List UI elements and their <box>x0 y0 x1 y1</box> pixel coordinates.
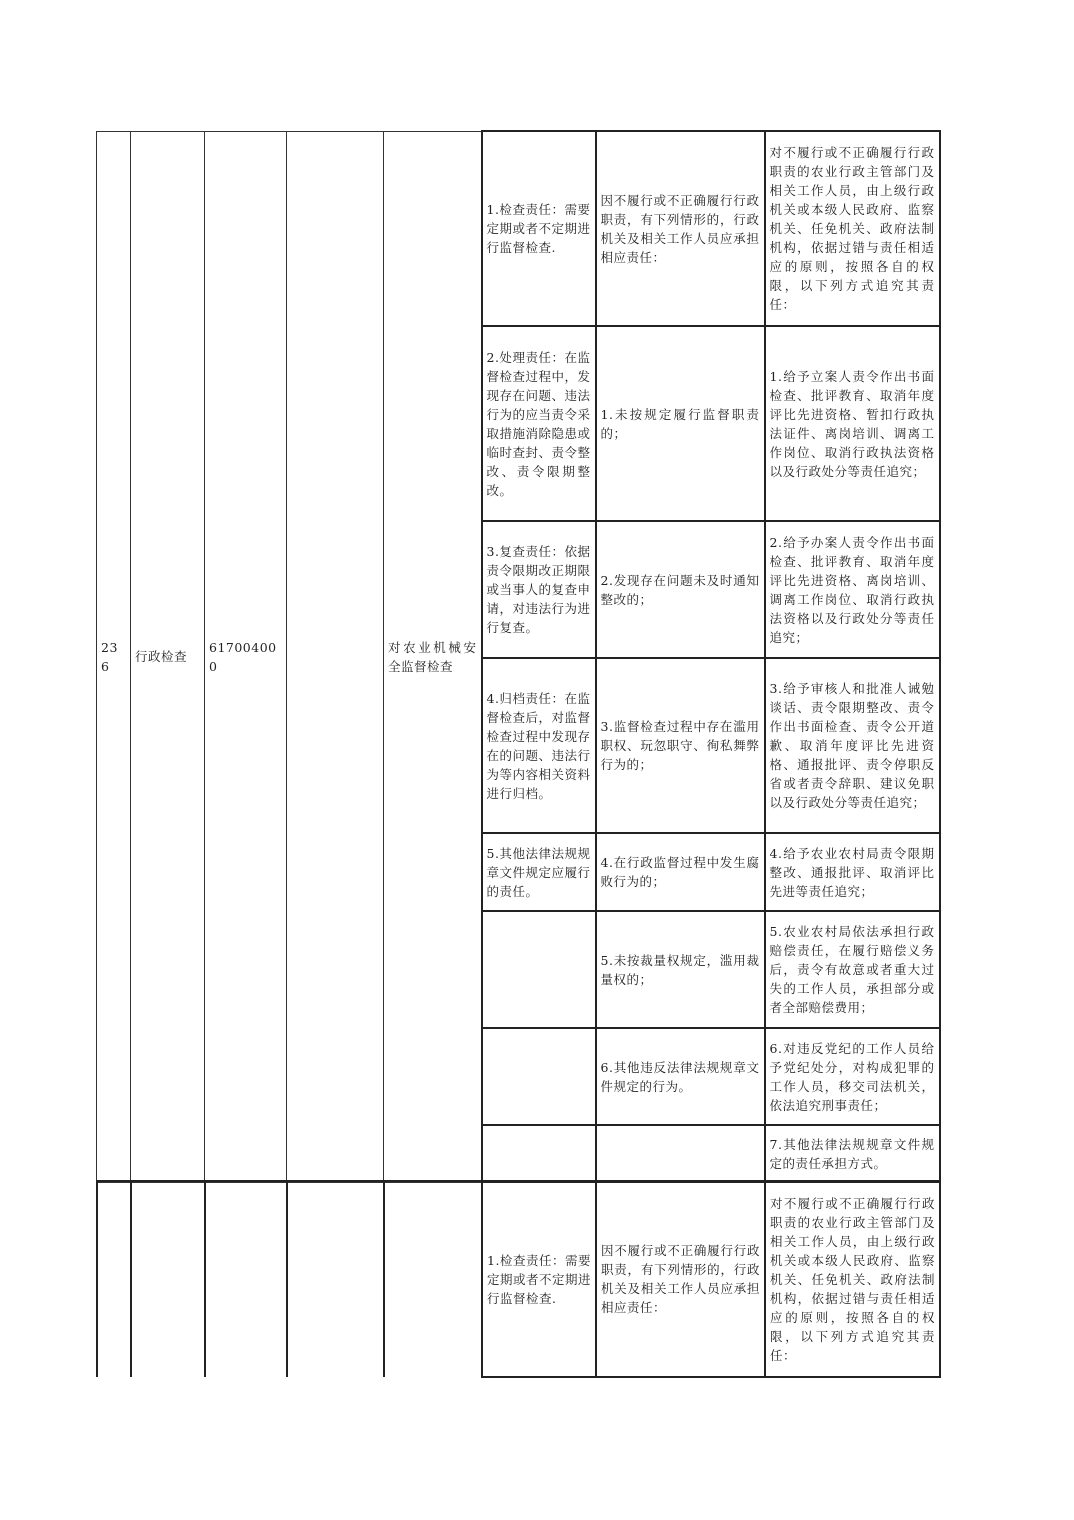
empty-cell <box>384 1181 482 1377</box>
table-row <box>97 1181 940 1377</box>
penalty-cell: 3.给予审核人和批准人诫勉谈话、责令限期整改、责令作出书面检查、责令公开道歉、取消年度评比先进资格、通报批评、责令停职反省或者责令辞职、建议免职以及行政处分等责任追究； <box>765 658 940 833</box>
stage-cell: 2.处理责任：在监督检查过程中，发现存在问题、违法行为的应当责令采取措施消除隐患或临时查封、责令整改、责令限期整改。 <box>482 326 596 521</box>
record-code: 617004000 <box>205 131 287 1182</box>
condition-cell: 2.发现存在问题未及时通知整改的； <box>596 521 765 658</box>
stage-cell: 4.归档责任：在监督检查后，对监督检查过程中发现存在的问题、违法行为等内容相关资料进行归档。 <box>482 658 596 833</box>
empty-cell <box>287 1181 384 1377</box>
record-item-name: 对农业机械安全监督检查 <box>384 131 482 1182</box>
record-number: 236 <box>97 131 131 1182</box>
penalty-cell: 7.其他法律法规规章文件规定的责任承担方式。 <box>765 1125 940 1182</box>
penalty-cell: 对不履行或不正确履行行政职责的农业行政主管部门及相关工作人员，由上级行政机关或本级人民政府、监察机关、任免机关、政府法制机构，依据过错与责任相适应的原则，按照各自的权限，以下列方式追究其责任： <box>765 131 940 326</box>
penalty-cell: 4.给予农业农村局责令限期整改、通报批评、取消评比先进等责任追究； <box>765 833 940 911</box>
stage-cell <box>482 1028 596 1125</box>
penalty-cell: 对不履行或不正确履行行政职责的农业行政主管部门及相关工作人员，由上级行政机关或本级人民政府、监察机关、任免机关、政府法制机构，依据过错与责任相适应的原则，按照各自的权限，以下列方式追究其责任： <box>765 1181 940 1377</box>
penalty-cell: 2.给予办案人责令作出书面检查、批评教育、取消年度评比先进资格、离岗培训、调离工作岗位、取消行政执法资格以及行政处分等责任追究； <box>765 521 940 658</box>
record-type: 行政检查 <box>131 131 205 1182</box>
empty-cell <box>205 1181 287 1377</box>
condition-cell: 4.在行政监督过程中发生腐败行为的； <box>596 833 765 911</box>
condition-cell: 6.其他违反法律法规规章文件规定的行为。 <box>596 1028 765 1125</box>
penalty-cell: 6.对违反党纪的工作人员给予党纪处分，对构成犯罪的工作人员，移交司法机关，依法追究刑事责任； <box>765 1028 940 1125</box>
condition-cell: 1.未按规定履行监督职责的； <box>596 326 765 521</box>
condition-cell: 3.监督检查过程中存在滥用职权、玩忽职守、徇私舞弊行为的； <box>596 658 765 833</box>
condition-cell: 5.未按裁量权规定，滥用裁量权的； <box>596 911 765 1028</box>
penalty-cell: 5.农业农村局依法承担行政赔偿责任，在履行赔偿义务后，责令有故意或者重大过失的工作人员，承担部分或者全部赔偿费用； <box>765 911 940 1028</box>
responsibility-table <box>96 130 941 1183</box>
empty-cell <box>97 1181 131 1377</box>
stage-cell <box>482 911 596 1028</box>
condition-cell: 因不履行或不正确履行行政职责，有下列情形的，行政机关及相关工作人员应承担相应责任： <box>596 1181 765 1377</box>
stage-cell <box>482 1125 596 1182</box>
condition-cell <box>596 1125 765 1182</box>
stage-cell: 3.复查责任：依据责令限期改正期限或当事人的复查申请，对违法行为进行复查。 <box>482 521 596 658</box>
condition-cell: 因不履行或不正确履行行政职责，有下列情形的，行政机关及相关工作人员应承担相应责任： <box>596 131 765 326</box>
record-subitem <box>287 131 384 1182</box>
continued-table <box>96 1180 941 1378</box>
stage-cell: 1.检查责任：需要定期或者不定期进行监督检查. <box>482 131 596 326</box>
table-row <box>97 131 940 326</box>
penalty-cell: 1.给予立案人责令作出书面检查、批评教育、取消年度评比先进资格、暂扣行政执法证件、离岗培训、调离工作岗位、取消行政执法资格以及行政处分等责任追究； <box>765 326 940 521</box>
stage-cell: 5.其他法律法规规章文件规定应履行的责任。 <box>482 833 596 911</box>
stage-cell: 1.检查责任：需要定期或者不定期进行监督检查. <box>482 1181 596 1377</box>
empty-cell <box>131 1181 205 1377</box>
